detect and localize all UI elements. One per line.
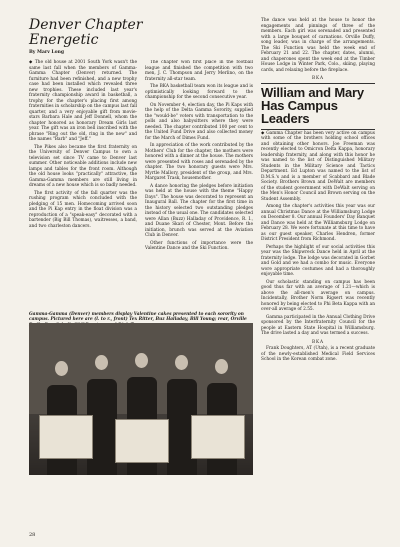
paragraph: The chapter won first place in the football league and finished the competition with two men, J. C. Thompson and Jerry Merlino, on the fraternity all-star team.	[145, 60, 253, 82]
valentine-cake	[115, 419, 169, 463]
paragraph: The BKA basketball team won its league and is optimistically looking forward to the championship for the second consecutive year.	[145, 84, 253, 100]
paragraph: Other functions of importance were the Valentine Dance and the Ski Function.	[145, 240, 253, 251]
page-number: 28	[29, 532, 36, 538]
paragraph: On November 4, election day, the Pi Kaps with the help of the Delta Gamma Sorority, supplied the "would-be" voters with transportation to the polls and also babysitters where they were needed. The chapter contributed 100 per cent to the United Fund Drive and also collected money for the March of Dimes Fund.	[145, 102, 253, 141]
valentine-cake	[191, 415, 245, 459]
paragraph: ◆ The old house at 2001 South York wasn't the same last fall when the members of Gamma-Gamma Chapter (Denver) returned. The furniture had been refinished, and a new trophy case had been installed which revealed three new trophies. These included last year's fraternity championship award in basketball, a trophy for the chapter's placing first among fraternities in scholarship on the campus last fall quarter, and a very enjoyable gift from movie-stars Barbara Hale and Jeff Donnell, whom the chapter honored as honorary Dream Girls last year. The gift was an iron bell inscribed with the phrase "Ring out the old, ring in the new" and the names "Barb" and "Jeff."	[29, 60, 137, 142]
paragraph: A dance honoring the pledges before initiation was held at the house with the theme "Happy Days". The house was decorated to represent an Inaugural Ball. The chapter for the first time in the history selected two outstanding pledges instead of the usual one. The candidates selected were Allan (Buzz) Halladay of Providence, R. I., and Duane Skari of Chester, Mont. Before the initiation, brunch was served at the Aviation Club in Denver.	[145, 183, 253, 238]
byline: By Marv Long	[29, 50, 65, 55]
article-title-william-and-mary: William and Mary Has Campus Leaders	[261, 84, 364, 126]
paragraph: ◆ Gamma Chapter has been very active on campus with some of the brothers holding school offices and obtaining other honors. Joe Freeman was recently elected to Omicron Delta Kappa, honorary leadership fraternity, and along with this honor he was named to the list of Distinguished Military Students in the Military Science and Tactics Department. Ed Lupton was named to the list of D.M.S.'s and is a member of Scabbard and Blade Society. Brothers Brown and DeWalt are members of the student government with DeWalt serving on the Men's Honor Council and Brown serving on the Student Assembly.	[261, 130, 375, 202]
photo-face	[135, 353, 148, 368]
rule-line	[261, 129, 375, 130]
paragraph: The Pikes also became the first fraternity on the University of Denver Campus to own a television set since TV came to Denver last summer. Other noticeable additions include new lamps and tables for the front room. Although the old house looks "practically" attractive, the Gamma-Gamma members are still living in dreams of a new house which is so badly needed.	[29, 144, 137, 188]
paragraph: The first activity of the fall quarter was the rushing program which concluded with the pledging of 15 men. Homecoming arrived soon and the Pi Kap entry in the float division was a reproduction of a "speak-easy" decorated with a bartender (Big Bill Thomas), waitresses, a band, and two charleston dancers.	[29, 190, 137, 229]
paragraph: The dance was held at the house to honor the engagements and pinnings of three of the members. Each girl was serenaded and presented with a large bouquet of carnations. Orville Duffy, song leader, was in charge of the arrangements. The Ski Function was held the week end of February 21 and 22. The chapter, dates, alumni, and chaperones spent the week end at the Timber House Lodge in Winter Park, Colo., skiing, playing cards, and relaxing before the fireplace.	[261, 18, 375, 73]
section-divider: BKA	[311, 75, 325, 80]
photo-face	[175, 355, 188, 370]
photo-face	[95, 355, 108, 370]
paragraph: Our scholastic standing on campus has been good thus far with an average of 1.21—which is above the all-men's average on campus. Incidentally, Brother Norm Rigsert was recently honored by being elected to Phi Beta Kappa with an over-all average of 2.55.	[261, 279, 375, 312]
paragraph: Gamma participated in the Annual Clothing Drive sponsored by the Interfraternity Council for the people at Eastern State Hospital in Williamsburg. The drive lasted a day and was termed a success.	[261, 314, 375, 336]
photo-caption: Gamma-Gamma (Denver) members display Valentine cakes presented to each sorority on campus. Pictured here are (l. to r., front) Tex Ritter, Buz Halladay, Bill Young; rear, Orville	[29, 312, 247, 323]
paragraph: Among the chapter's activities this year was our annual Christmas Dance at the Williamsburg Lodge on December 8. Our annual Founders' Day Banquet and Dance was held at the Williamsburg Lodge on February 28. We were fortunate at this time to have as our guest speaker, Charles Hendren, former District President from Richmond.	[261, 204, 375, 242]
valentine-cake	[39, 415, 93, 459]
column-2	[145, 60, 253, 310]
article-title-denver: Denver Chapter Energetic	[29, 17, 143, 48]
rule-line	[261, 83, 375, 84]
photo-face	[215, 359, 228, 374]
photo-face	[55, 361, 68, 376]
group-photo	[29, 323, 253, 475]
column-1	[29, 60, 137, 231]
paragraph: In appreciation of the work contributed by the Mothers' Club for the chapter, the mothers were honored with a dinner at the house. The mothers were presented with roses and serenaded by the chapter. The two honorary guests were Mrs. Myrtle Mallory, president of the group, and Mrs. Margaret Trask, housemother.	[145, 143, 253, 181]
column-3	[261, 18, 375, 365]
section-divider: BKA	[311, 338, 325, 344]
paragraph: Perhaps the highlight of our social activities this year was the Shipwreck Dance held in April at the fraternity lodge. The lodge was decorated in Gorbet and Gold and we had a combo for music. Everyone wore appropriate costumes and had a thoroughly enjoyable time.	[261, 244, 375, 277]
paragraph: Frank Doughters, AT (Utah), is a recent graduate of the newly-established Medical Field Services School in the Korean combat zone.	[261, 346, 375, 362]
